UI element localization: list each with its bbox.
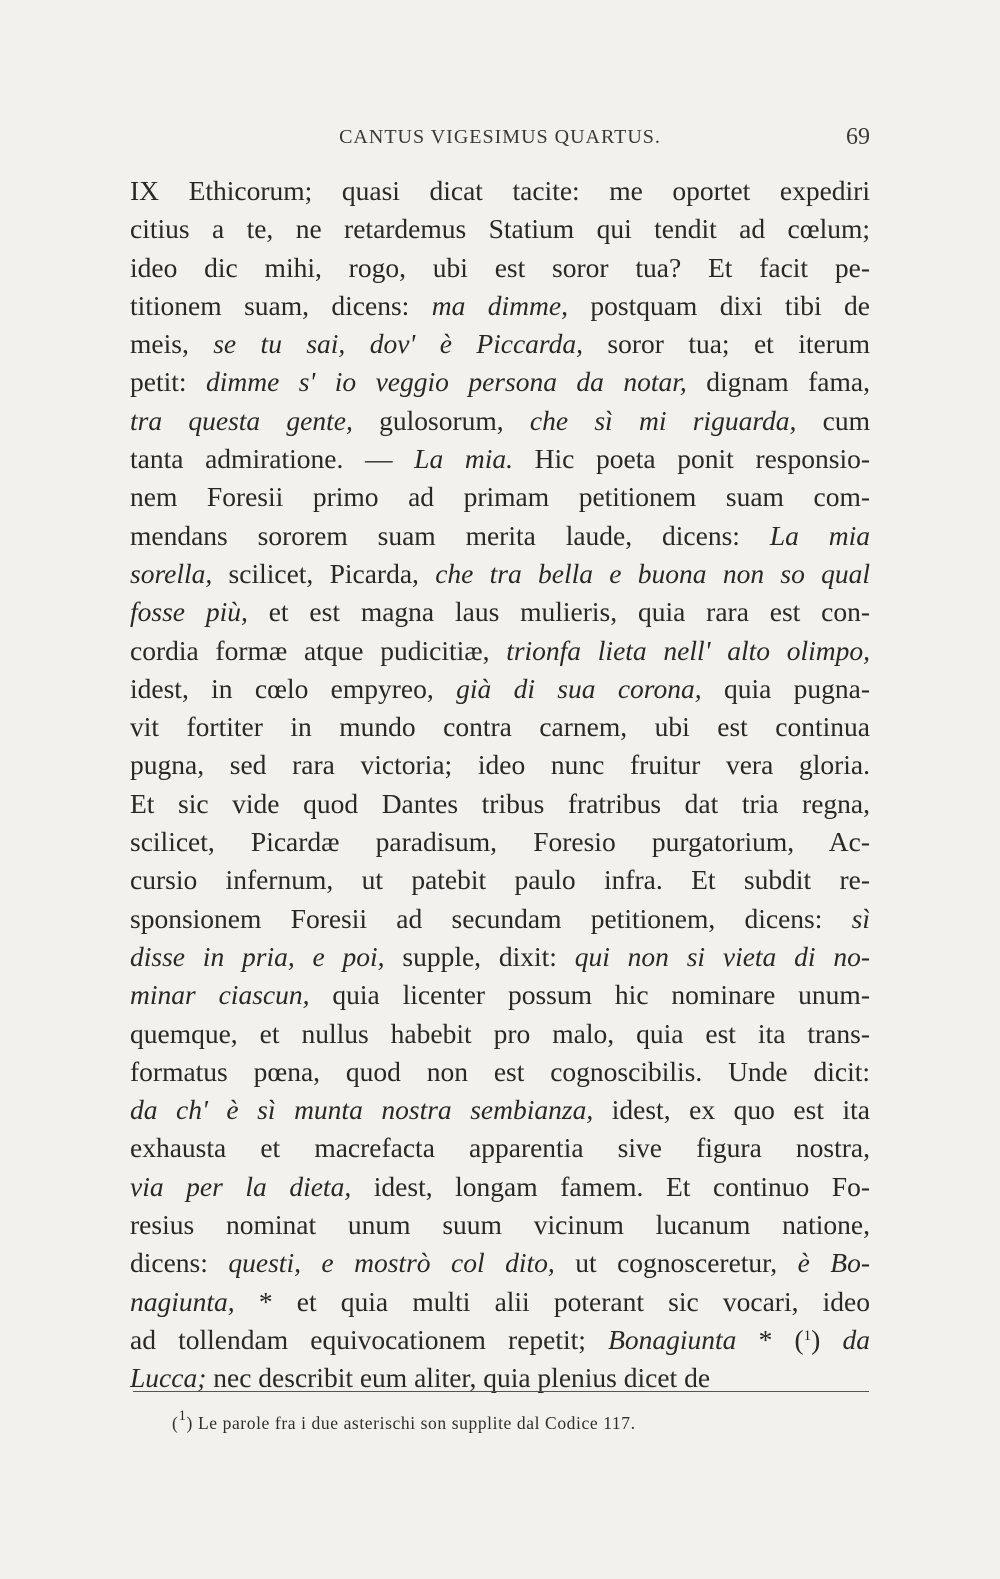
text-line: meis, se tu sai, dov' è Piccarda, soror tua; et iterum — [130, 328, 870, 360]
text-line: vit fortiter in mundo contra carnem, ubi est continua — [130, 711, 870, 743]
text-line: fosse più, et est magna laus mulieris, quia rara est con- — [130, 596, 870, 628]
text-line: resius nominat unum suum vicinum lucanum natione, — [130, 1209, 870, 1241]
text-line: quemque, et nullus habebit pro malo, quia est ita trans- — [130, 1017, 870, 1049]
page-number: 69 — [846, 124, 870, 150]
text-line: cursio infernum, ut patebit paulo infra. Et subdit re- — [130, 864, 870, 896]
text-line: titionem suam, dicens: ma dimme, postquam dixi tibi de — [130, 289, 870, 321]
text-line: petit: dimme s' io veggio persona da notar, dignam fama, — [130, 366, 870, 398]
footnote-rule — [133, 1391, 869, 1392]
text-line: idest, in cœlo empyreo, già di sua corona, quia pugna- — [130, 672, 870, 704]
text-line: pugna, sed rara victoria; ideo nunc fruitur vera gloria. — [130, 749, 870, 781]
footnote-marker: 1 — [178, 1408, 187, 1424]
text-line: Lucca; nec describit eum aliter, quia plenius dicet de — [130, 1362, 711, 1394]
text-line: da ch' è sì munta nostra sembianza, idest, ex quo est ita — [130, 1094, 870, 1126]
text-line: IX Ethicorum; quasi dicat tacite: me oportet expediri — [130, 175, 870, 206]
text-line: mendans sororem suam merita laude, dicens: La mia — [130, 519, 870, 551]
text-line: tra questa gente, gulosorum, che sì mi riguarda, cum — [130, 404, 870, 436]
text-line: minar ciascun, quia licenter possum hic nominare unum- — [130, 979, 870, 1011]
text-line: scilicet, Picardæ paradisum, Foresio purgatorium, Ac- — [130, 826, 870, 858]
running-head — [130, 126, 870, 162]
text-line: cordia formæ atque pudicitiæ, trionfa lieta nell' alto olimpo, — [130, 634, 870, 666]
body-text — [130, 172, 870, 1398]
footnote-text: Le parole fra i due asterischi son supplite dal Codice 117. — [192, 1413, 636, 1433]
text-line: ideo dic mihi, rogo, ubi est soror tua? Et facit pe- — [130, 251, 870, 283]
running-title: CANTUS VIGESIMUS QUARTUS. — [339, 126, 661, 148]
text-line: sponsionem Foresii ad secundam petitionem, dicens: sì — [130, 902, 870, 934]
text-line: disse in pria, e poi, supple, dixit: qui non si vieta di no- — [130, 940, 870, 972]
footnote-reference: 1 — [803, 1327, 812, 1344]
text-line: formatus pœna, quod non est cognoscibilis. Unde dicit: — [130, 1055, 870, 1087]
text-line: sorella, scilicet, Picarda, che tra bella e buona non so qual — [130, 557, 870, 589]
text-line: tanta admiratione. — La mia. Hic poeta ponit responsio- — [130, 443, 870, 475]
text-line: dicens: questi, e mostrò col dito, ut cognosceretur, è Bo- — [130, 1247, 870, 1279]
text-line: nem Foresii primo ad primam petitionem suam com- — [130, 481, 870, 513]
text-line: Et sic vide quod Dantes tribus fratribus dat tria regna, — [130, 787, 870, 819]
text-line: via per la dieta, idest, longam famem. Et continuo Fo- — [130, 1170, 870, 1202]
text-line: ad tollendam equivocationem repetit; Bonagiunta * ($^1$) da — [130, 1323, 870, 1355]
footnote: ($^1$) Le parole fra i due asterischi son supplite dal Codice 117. — [172, 1408, 636, 1433]
text-line: nagiunta, * et quia multi alii poterant sic vocari, ideo — [130, 1285, 870, 1317]
text-line: exhausta et macrefacta apparentia sive figura nostra, — [130, 1132, 870, 1164]
text-line: citius a te, ne retardemus Statium qui tendit ad cœlum; — [130, 213, 870, 245]
